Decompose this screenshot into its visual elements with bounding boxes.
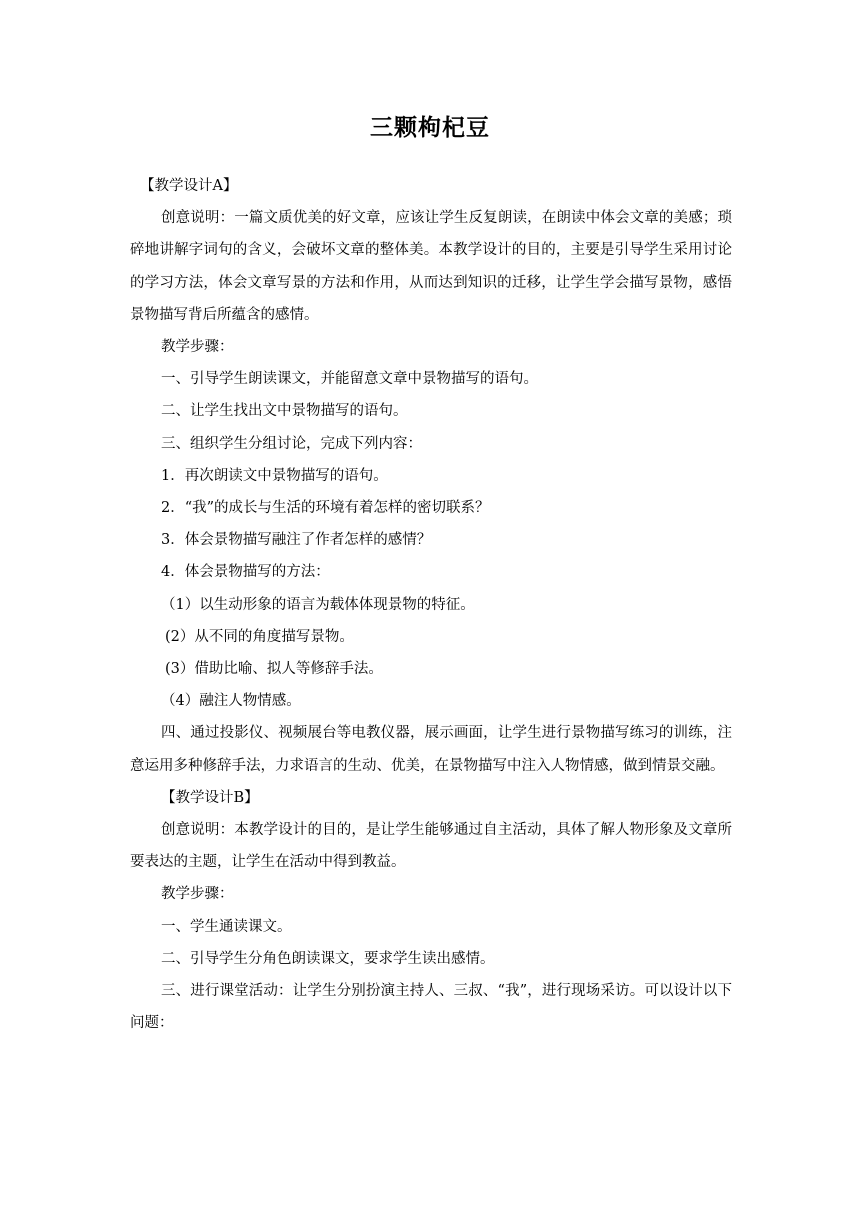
paragraph: 创意说明：本教学设计的目的，是让学生能够通过自主活动，具体了解人物形象及文章所要表达的主题，让学生在活动中得到教益。 <box>130 822 732 871</box>
paragraph: 三、组织学生分组讨论，完成下列内容： <box>161 435 422 452</box>
list-item: 1．再次朗读文中景物描写的语句。 <box>161 467 388 484</box>
paragraph: 一、引导学生朗读课文，并能留意文章中景物描写的语句。 <box>161 371 538 388</box>
section-heading-b: 【教学设计B】 <box>161 789 259 806</box>
list-item: 4．体会景物描写的方法： <box>161 564 330 581</box>
list-item: 3．体会景物描写融注了作者怎样的感情？ <box>161 532 432 549</box>
section-heading-a: 【教学设计A】 <box>140 178 238 194</box>
sub-list-item: (2）从不同的角度描写景物。 <box>165 628 354 645</box>
paragraph: 二、引导学生分角色朗读课文，要求学生读出感情。 <box>161 950 495 967</box>
document-title: 三颗枸杞豆 <box>370 115 490 141</box>
sub-list-item: (3）借助比喻、拟人等修辞手法。 <box>165 661 383 678</box>
paragraph: 教学步骤： <box>161 886 234 903</box>
paragraph: 教学步骤： <box>161 339 234 356</box>
paragraph: 二、让学生找出文中景物描写的语句。 <box>161 403 408 420</box>
paragraph: 一、学生通读课文。 <box>161 918 292 935</box>
document-body <box>130 170 732 1039</box>
paragraph: 创意说明：一篇文质优美的好文章，应该让学生反复朗读，在朗读中体会文章的美感；琐碎地讲解字词句的含义，会破坏文章的整体美。本教学设计的目的，主要是引导学生采用讨论的学习方法，体会文章写景的方法和作用，从而达到知识的迁移，让学生学会描写景物，感悟景物描写背后所蕴含的感情。 <box>130 210 732 323</box>
paragraph: 三、进行课堂活动：让学生分别扮演主持人、三叔、“我”，进行现场采访。可以设计以下问题： <box>130 983 732 1032</box>
sub-list-item: （4）融注人物情感。 <box>161 693 301 710</box>
sub-list-item: （1）以生动形象的语言为载体体现景物的特征。 <box>161 596 475 613</box>
paragraph: 四、通过投影仪、视频展台等电教仪器，展示画面，让学生进行景物描写练习的训练，注意运用多种修辞手法，力求语言的生动、优美，在景物描写中注入人物情感，做到情景交融。 <box>130 725 732 774</box>
list-item: 2．“我”的成长与生活的环境有着怎样的密切联系？ <box>161 500 490 517</box>
